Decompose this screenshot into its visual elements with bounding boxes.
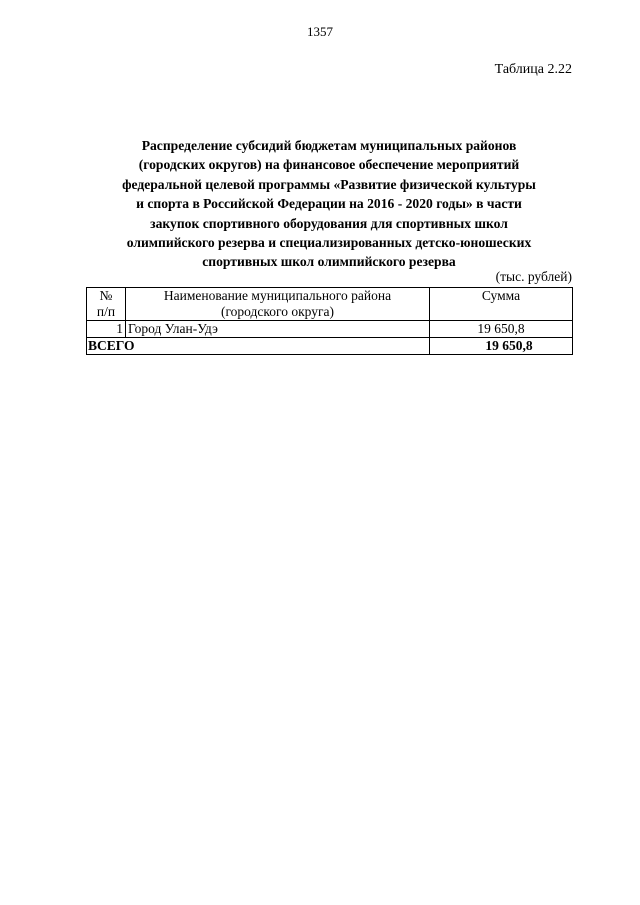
title-line: закупок спортивного оборудования для спортивных школ: [150, 215, 508, 231]
header-number-line2: п/п: [96, 304, 116, 319]
table-label: Таблица 2.22: [494, 62, 572, 77]
header-number: [87, 288, 126, 321]
title-line: Распределение субсидий бюджетам муниципальных районов: [141, 138, 517, 153]
title-line: (городских округов) на финансовое обеспечение мероприятий: [138, 157, 520, 173]
total-sum: 19 650,8: [430, 338, 573, 355]
units-label: (тыс. рублей): [495, 269, 572, 284]
row-sum: 19 650,8: [430, 321, 573, 338]
header-sum: Сумма: [430, 288, 573, 321]
row-name: Город Улан-Удэ: [126, 321, 430, 338]
table-header-row: [87, 288, 573, 321]
header-name-line2: (городского округа): [220, 304, 335, 319]
header-number-line1: №: [99, 288, 113, 303]
title-line: олимпийского резерва и специализированных детско-юношеских: [126, 235, 532, 251]
title-line: и спорта в Российской Федерации на 2016 - 2020 годы» в части: [136, 196, 522, 212]
total-label: ВСЕГО: [87, 338, 430, 355]
subsidy-table: [86, 287, 573, 355]
page-number: 1357: [307, 24, 333, 39]
header-name-line1: Наименование муниципального района: [163, 288, 392, 303]
title-line: спортивных школ олимпийского резерва: [202, 254, 456, 270]
document-title: [86, 136, 572, 272]
total-row: [87, 338, 573, 355]
table-row: [87, 321, 573, 338]
row-number: 1: [87, 321, 126, 338]
header-name: [126, 288, 430, 321]
title-line: федеральной целевой программы «Развитие физической культуры: [122, 176, 536, 192]
